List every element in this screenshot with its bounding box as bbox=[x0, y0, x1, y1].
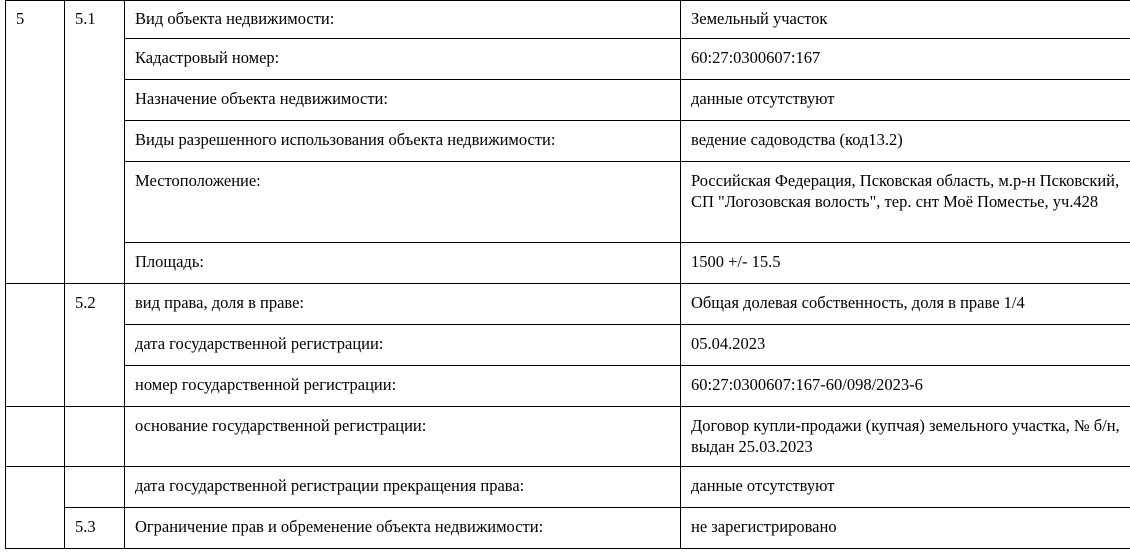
subsection-empty-cell bbox=[65, 407, 125, 467]
row-value: 05.04.2023 bbox=[681, 325, 1130, 366]
property-registry-table bbox=[5, 0, 1130, 549]
section-number: 5 bbox=[6, 1, 65, 284]
section-empty-cell bbox=[6, 284, 65, 407]
subsection-number: 5.2 bbox=[65, 284, 125, 407]
table-row bbox=[6, 366, 1130, 407]
row-value: данные отсутствуют bbox=[681, 467, 1130, 508]
row-label: Кадастровый номер: bbox=[125, 39, 681, 80]
table-row bbox=[6, 284, 1130, 325]
table-row bbox=[6, 325, 1130, 366]
row-value: 1500 +/- 15.5 bbox=[681, 243, 1130, 284]
row-value: ведение садоводства (код13.2) bbox=[681, 121, 1130, 162]
table-row bbox=[6, 407, 1130, 467]
row-label: Площадь: bbox=[125, 243, 681, 284]
table-row bbox=[6, 467, 1130, 508]
table-row bbox=[6, 508, 1130, 549]
row-value: Земельный участок bbox=[681, 1, 1130, 39]
row-label: дата государственной регистрации: bbox=[125, 325, 681, 366]
section-empty-cell bbox=[6, 467, 65, 549]
row-value: не зарегистрировано bbox=[681, 508, 1130, 549]
row-value: 60:27:0300607:167-60/098/2023-6 bbox=[681, 366, 1130, 407]
row-value: данные отсутствуют bbox=[681, 80, 1130, 121]
table-row bbox=[6, 162, 1130, 243]
row-label: дата государственной регистрации прекращения права: bbox=[125, 467, 681, 508]
table-row bbox=[6, 243, 1130, 284]
subsection-number: 5.1 bbox=[65, 1, 125, 284]
table-row bbox=[6, 80, 1130, 121]
table-row bbox=[6, 121, 1130, 162]
row-value: Российская Федерация, Псковская область, м.р-н Псковский, СП "Логозовская волость", тер. снт Моё Поместье, уч.428 bbox=[681, 162, 1130, 243]
row-label: основание государственной регистрации: bbox=[125, 407, 681, 467]
row-value: 60:27:0300607:167 bbox=[681, 39, 1130, 80]
row-value: Общая долевая собственность, доля в праве 1/4 bbox=[681, 284, 1130, 325]
row-label: вид права, доля в праве: bbox=[125, 284, 681, 325]
row-label: Виды разрешенного использования объекта недвижимости: bbox=[125, 121, 681, 162]
row-label: Вид объекта недвижимости: bbox=[125, 1, 681, 39]
row-value: Договор купли-продажи (купчая) земельного участка, № б/н, выдан 25.03.2023 bbox=[681, 407, 1130, 467]
table-row bbox=[6, 39, 1130, 80]
subsection-empty-cell bbox=[65, 467, 125, 508]
row-label: номер государственной регистрации: bbox=[125, 366, 681, 407]
row-label: Назначение объекта недвижимости: bbox=[125, 80, 681, 121]
row-label: Ограничение прав и обременение объекта недвижимости: bbox=[125, 508, 681, 549]
section-empty-cell bbox=[6, 407, 65, 467]
subsection-number: 5.3 bbox=[65, 508, 125, 549]
row-label: Местоположение: bbox=[125, 162, 681, 243]
table-row bbox=[6, 1, 1130, 39]
